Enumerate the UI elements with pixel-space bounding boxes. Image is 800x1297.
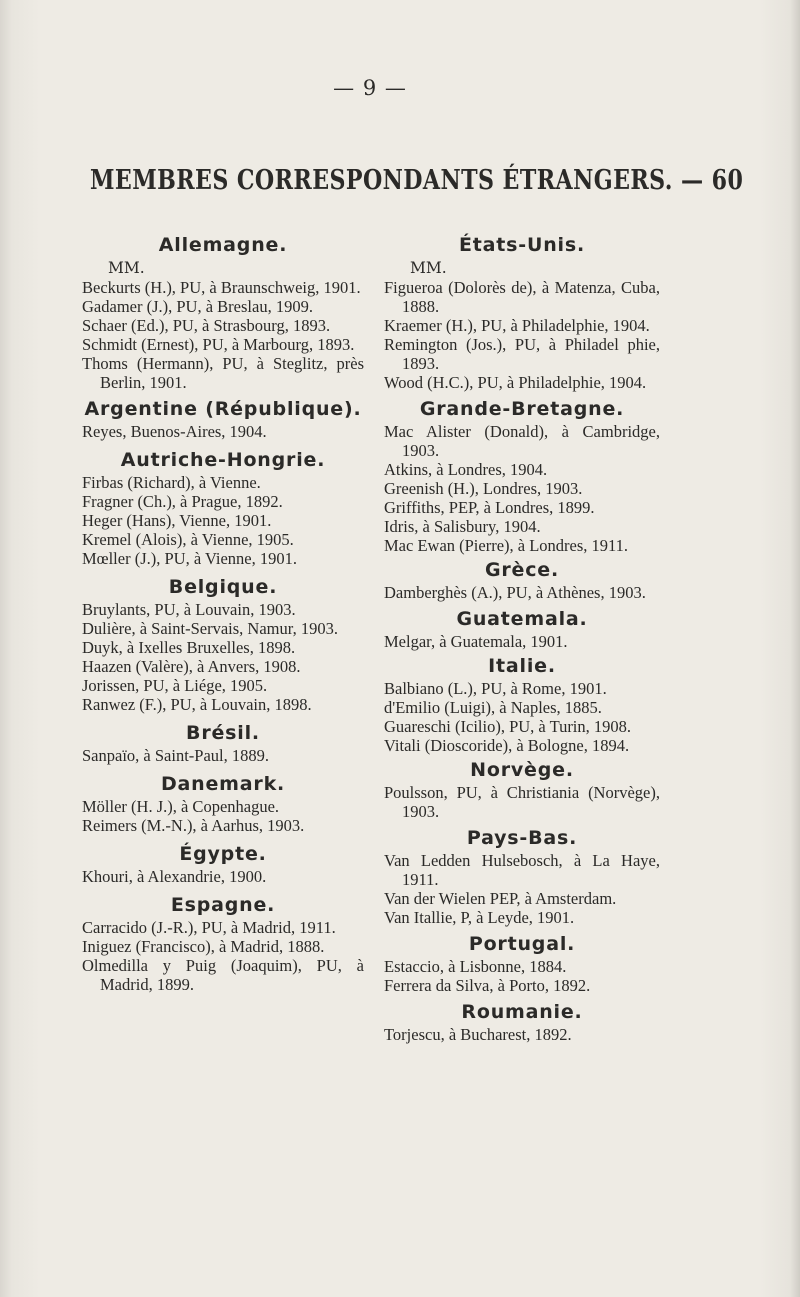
member-entry: Kraemer (H.), PU, à Philadelphie, 1904. <box>384 316 650 335</box>
member-entry: Guareschi (Icilio), PU, à Turin, 1908. <box>384 717 632 736</box>
country-heading: Guatemala. <box>456 608 588 630</box>
country-heading: Italie. <box>488 655 556 677</box>
member-entry: Khouri, à Alexandrie, 1900. <box>82 867 267 886</box>
country-section <box>82 574 364 714</box>
member-entry: Schmidt (Ernest), PU, à Marbourg, 1893. <box>82 335 355 354</box>
member-entry: Poulsson, PU, à Christiania (Norvège), 1903. <box>384 783 660 821</box>
member-entry: Haazen (Valère), à Anvers, 1908. <box>82 657 301 676</box>
member-entry: Heger (Hans), Vienne, 1901. <box>82 511 272 530</box>
country-section <box>384 757 660 821</box>
member-entry: Mac Ewan (Pierre), à Londres, 1911. <box>384 536 629 555</box>
country-section <box>82 447 364 568</box>
member-entry: Idris, à Salisbury, 1904. <box>384 517 541 536</box>
member-entry: Thoms (Hermann), PU, à Steglitz, près Berlin, 1901. <box>82 354 364 392</box>
member-entry: Carracido (J.-R.), PU, à Madrid, 1911. <box>82 918 336 937</box>
member-entry: Firbas (Richard), à Vienne. <box>82 473 261 492</box>
country-section <box>384 653 660 755</box>
page-title: MEMBRES CORRESPONDANTS ÉTRANGERS. — 60 <box>90 165 744 196</box>
member-entry: Jorissen, PU, à Liége, 1905. <box>82 676 268 695</box>
country-heading: Brésil. <box>186 722 260 744</box>
member-entry: Melgar, à Guatemala, 1901. <box>384 632 568 651</box>
member-entry: Ferrera da Silva, à Porto, 1892. <box>384 976 591 995</box>
member-entry: Bruylants, PU, à Louvain, 1903. <box>82 600 296 619</box>
country-heading: Espagne. <box>170 894 276 916</box>
country-heading: Grèce. <box>484 559 560 581</box>
country-heading: Portugal. <box>468 933 576 955</box>
member-entry: Dulière, à Saint-Servais, Namur, 1903. <box>82 619 338 638</box>
member-entry: Olmedilla y Puig (Joaquim), PU, à Madrid, 1899. <box>82 956 364 994</box>
member-entry: Figueroa (Dolorès de), à Matenza, Cuba, 1888. <box>384 278 660 316</box>
country-section <box>82 720 364 765</box>
member-entry: Atkins, à Londres, 1904. <box>384 460 548 479</box>
member-entry: Vitali (Dioscoride), à Bologne, 1894. <box>384 736 630 755</box>
member-entry: Duyk, à Ixelles Bruxelles, 1898. <box>82 638 296 657</box>
country-heading: Autriche-Hongrie. <box>120 449 326 471</box>
country-section <box>384 606 660 651</box>
member-entry: Greenish (H.), Londres, 1903. <box>384 479 583 498</box>
country-section <box>384 557 660 602</box>
member-entry: Möller (H. J.), à Copenhague. <box>82 797 280 816</box>
member-entry: Iniguez (Francisco), à Madrid, 1888. <box>82 937 325 956</box>
country-section <box>384 999 660 1044</box>
country-heading: Belgique. <box>168 576 278 598</box>
member-entry: Kremel (Alois), à Vienne, 1905. <box>82 530 294 549</box>
country-heading: Pays-Bas. <box>466 827 578 849</box>
member-entry: Griffiths, PEP, à Londres, 1899. <box>384 498 595 517</box>
member-entry: Ranwez (F.), PU, à Louvain, 1898. <box>82 695 312 714</box>
right-column <box>384 232 660 1044</box>
country-section <box>384 825 660 927</box>
member-entry: Torjescu, à Bucharest, 1892. <box>384 1025 572 1044</box>
country-section <box>82 396 364 441</box>
country-section <box>384 931 660 995</box>
country-heading: Grande-Bretagne. <box>419 398 625 420</box>
member-entry: Van der Wielen PEP, à Amsterdam. <box>384 889 617 908</box>
country-heading: États-Unis. <box>459 234 585 256</box>
country-section <box>384 232 660 392</box>
mm-label: MM. <box>410 259 447 277</box>
member-entry: Damberghès (A.), PU, à Athènes, 1903. <box>384 583 646 602</box>
country-heading: Allemagne. <box>158 234 288 256</box>
member-entry: Fragner (Ch.), à Prague, 1892. <box>82 492 283 511</box>
member-entry: Gadamer (J.), PU, à Breslau, 1909. <box>82 297 313 316</box>
member-entry: Remington (Jos.), PU, à Philadel phie, 1893. <box>384 335 660 373</box>
member-entry: Beckurts (H.), PU, à Braunschweig, 1901. <box>82 278 361 297</box>
country-heading: Égypte. <box>179 843 267 865</box>
member-entry: Reyes, Buenos-Aires, 1904. <box>82 422 267 441</box>
country-heading: Roumanie. <box>461 1001 583 1023</box>
member-entry: Estaccio, à Lisbonne, 1884. <box>384 957 567 976</box>
country-section <box>82 841 364 886</box>
country-heading: Norvège. <box>470 759 574 781</box>
member-entry: Mœller (J.), PU, à Vienne, 1901. <box>82 549 298 568</box>
member-entry: Van Itallie, P, à Leyde, 1901. <box>384 908 575 927</box>
member-entry: Balbiano (L.), PU, à Rome, 1901. <box>384 679 607 698</box>
country-heading: Danemark. <box>160 773 286 795</box>
country-section <box>384 396 660 555</box>
left-column <box>82 232 364 994</box>
member-entry: Wood (H.C.), PU, à Philadelphie, 1904. <box>384 373 647 392</box>
mm-label: MM. <box>108 259 145 277</box>
page-number: — 9 — <box>333 76 407 100</box>
country-section <box>82 771 364 835</box>
country-heading: Argentine (République). <box>84 398 362 420</box>
country-section <box>82 892 364 994</box>
member-entry: d'Emilio (Luigi), à Naples, 1885. <box>384 698 602 717</box>
member-entry: Mac Alister (Donald), à Cambridge, 1903. <box>384 422 660 460</box>
member-entry: Schaer (Ed.), PU, à Strasbourg, 1893. <box>82 316 331 335</box>
country-section <box>82 232 364 392</box>
member-entry: Van Ledden Hulsebosch, à La Haye, 1911. <box>384 851 660 889</box>
member-entry: Reimers (M.-N.), à Aarhus, 1903. <box>82 816 305 835</box>
member-entry: Sanpaïo, à Saint-Paul, 1889. <box>82 746 269 765</box>
